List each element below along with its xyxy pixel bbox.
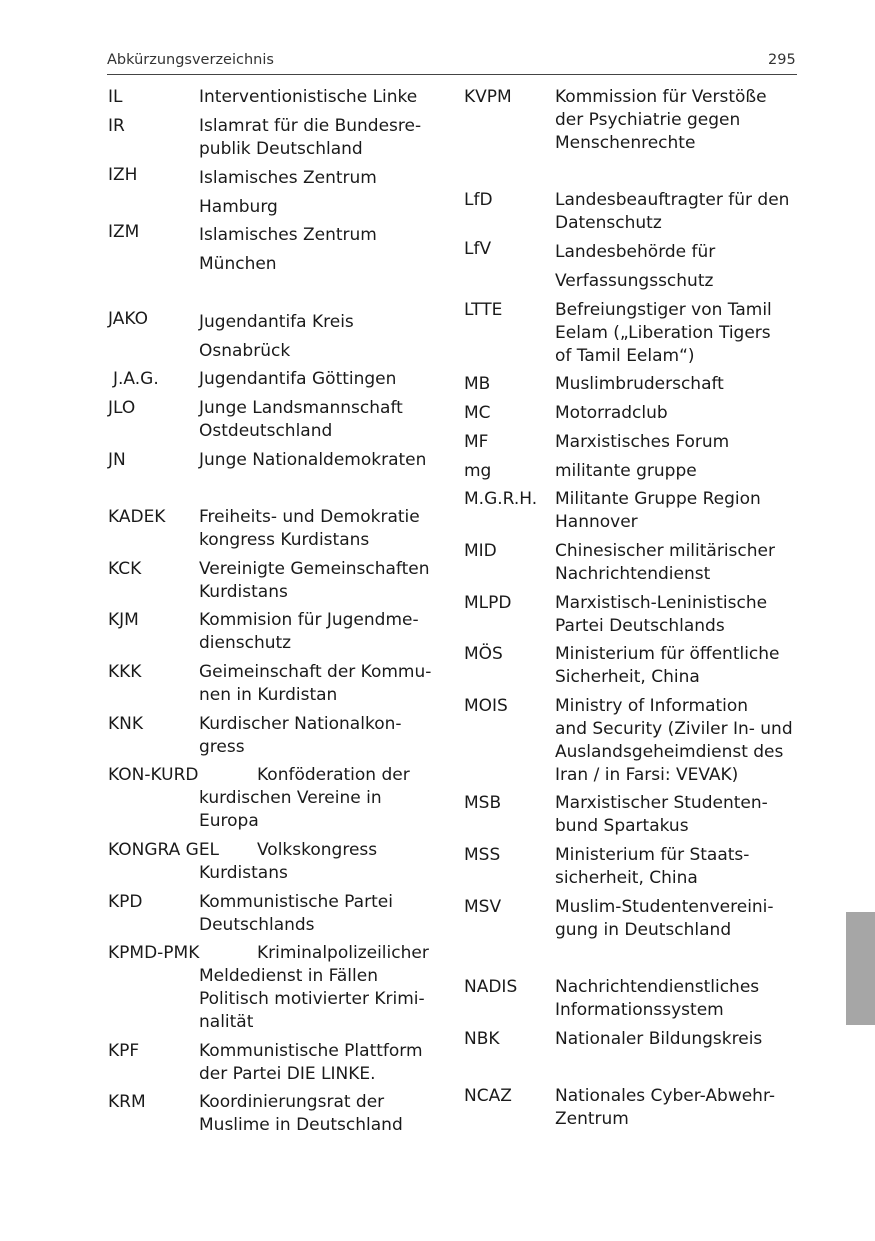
abbreviation: KPMD-PMK [108,943,200,963]
definition: Islamisches Zentrum Hamburg [199,168,377,217]
abbreviation: MSS [464,845,501,865]
abbreviation: NBK [464,1029,500,1049]
running-header-title: Abkürzungsverzeichnis [107,52,274,68]
definition: Interventionistische Linke [199,87,418,107]
definition: Kommission für Verstöße der Psychiatrie gegen Menschenrechte [555,87,767,153]
definition: Militante Gruppe Region Hannover [555,489,761,532]
definition: Jugendantifa Kreis Osnabrück [199,312,354,361]
abbreviation: LfV [464,239,492,259]
abbreviation: MSV [464,897,502,917]
definition: Nachrichtendienstliches Informationssystem [555,977,760,1020]
abbreviation: IL [108,87,123,107]
abbreviation: NCAZ [464,1086,512,1106]
definition: Ministerium für öffentliche Sicherheit, China [555,644,780,687]
abbreviation: KRM [108,1092,146,1112]
definition: Marxistischer Studenten- bund Spartakus [555,793,768,836]
abbreviation: JLO [108,398,136,418]
abbreviation: JAKO [108,309,148,329]
definition: Nationales Cyber-Abwehr- Zentrum [555,1086,775,1129]
definition: Kommision für Jugendme- dienschutz [199,610,419,653]
abbreviation: MLPD [464,593,512,613]
definition: Muslim-Studentenvereini- gung in Deutschland [555,897,774,940]
abbreviation: KONGRA GEL [108,840,220,860]
abbreviation: KADEK [108,507,166,527]
abbreviation: MC [464,403,491,423]
abbreviation: MOIS [464,696,508,716]
abbreviation: IR [108,116,125,136]
abbreviation: M.G.R.H. [464,489,538,509]
definition: Landesbeauftragter für den Datenschutz [555,190,790,233]
definition: Landesbehörde für Verfassungsschutz [555,242,716,291]
abbreviation: mg [464,461,492,481]
definition: Jugendantifa Göttingen [199,369,397,389]
definition: Muslimbruderschaft [555,374,724,394]
abbreviation: IZM [108,222,140,242]
abbreviation: IZH [108,165,138,185]
abbreviation: KKK [108,662,142,682]
abbreviation: J.A.G. [113,369,159,389]
abbreviation: LTTE [464,300,503,320]
abbreviation: MID [464,541,497,561]
definition: Nationaler Bildungskreis [555,1029,763,1049]
definition: Marxistisches Forum [555,432,730,452]
definition: Vereinigte Gemeinschaften Kurdistans [199,559,430,602]
abbreviation: LfD [464,190,493,210]
abbreviation: MSB [464,793,502,813]
abbreviation: MÖS [464,644,503,664]
chapter-thumb-tab [846,912,875,1025]
abbreviation: KNK [108,714,144,734]
definition: Junge Landsmannschaft Ostdeutschland [199,398,403,441]
definition: Islamisches Zentrum München [199,225,377,274]
definition: Chinesischer militärischer Nachrichtendienst [555,541,775,584]
definition: Marxistisch-Leninistische Partei Deutschlands [555,593,768,636]
definition: Motorradclub [555,403,668,423]
abbreviation: MB [464,374,491,394]
definition: Junge Nationaldemokraten [199,450,427,470]
definition: Kommunistische Partei Deutschlands [199,892,393,935]
abbreviation: KCK [108,559,142,579]
abbreviation: MF [464,432,489,452]
abbreviation: KVPM [464,87,512,107]
definition: Koordinierungsrat der Muslime in Deutschland [199,1092,403,1135]
abbreviation: KPD [108,892,143,912]
header-divider [107,74,797,75]
page-number: 295 [768,52,796,68]
definition: Kommunistische Plattform der Partei DIE LINKE. [199,1041,423,1084]
abbreviation: KPF [108,1041,140,1061]
abbreviation: JN [108,450,126,470]
definition: Islamrat für die Bundesre- publik Deutschland [199,116,422,159]
definition: Geimeinschaft der Kommu- nen in Kurdistan [199,662,432,705]
definition: militante gruppe [555,461,697,481]
definition: Volkskongress Kurdistans [199,840,378,883]
abbreviation: NADIS [464,977,518,997]
definition: Ministerium für Staats- sicherheit, China [555,845,750,888]
definition: Kurdischer Nationalkon- gress [199,714,402,757]
definition: Konföderation der kurdischen Vereine in Europa [199,765,410,831]
definition: Befreiungstiger von Tamil Eelam („Liberation Tigers of Tamil Eelam“) [555,300,772,366]
abbreviation: KON-KURD [108,765,199,785]
definition: Ministry of Information and Security (Ziviler In- und Auslandsgeheimdienst des Iran / in Farsi: VEVAK) [555,696,793,785]
abbreviation: KJM [108,610,139,630]
definition: Kriminalpolizeilicher Meldedienst in Fällen Politisch motivierter Krimi- nalität [199,943,429,1032]
definition: Freiheits- und Demokratie kongress Kurdistans [199,507,420,550]
